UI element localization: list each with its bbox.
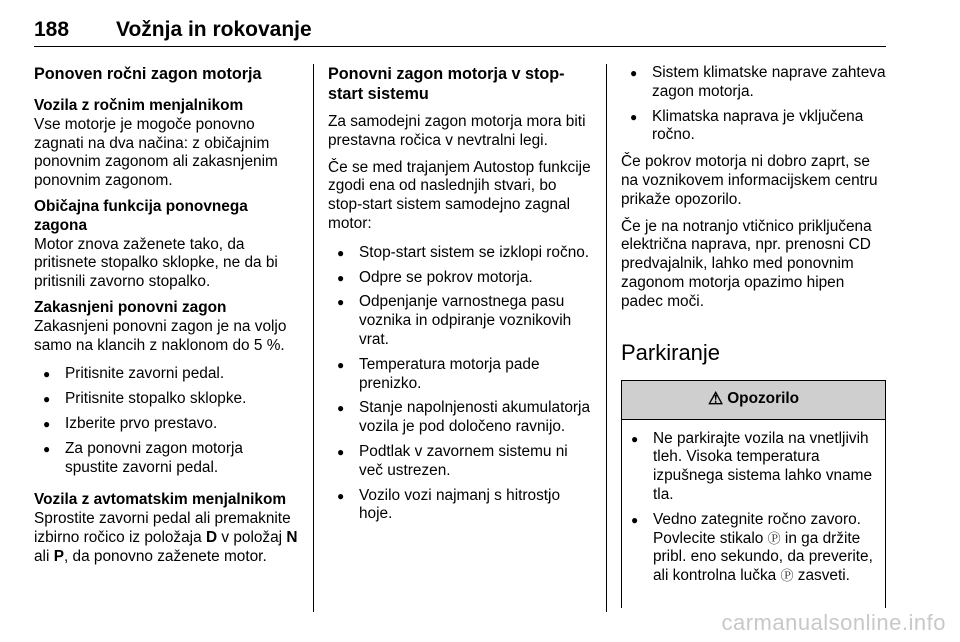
gear-position-d: D — [205, 528, 218, 546]
paragraph: Če je na notranjo vtičnico priključena električna naprava, npr. prenosni CD predvajalnik, lahko med ponovnim zagonom motorja opazimo hipen padec moči. — [621, 217, 872, 310]
warning-triangle-icon: ⚠ — [707, 389, 724, 409]
subsection-title: Običajna funkcija ponovnega zagona — [34, 197, 248, 234]
paragraph: Če pokrov motorja ni dobro zaprt, se na voznikovem informacijskem centru prikaže opozorilo. — [621, 153, 878, 208]
paragraph: Zakasnjeni ponovni zagon je na voljo samo na klancih z naklonom do 5 %. — [34, 317, 287, 354]
list-item: ● Za ponovni zagon motorja spustite zavorni pedal. — [34, 440, 300, 478]
section-heading-parking: Parkiranje — [621, 339, 721, 365]
normal-restart-section — [34, 198, 300, 292]
subsection-title: Vozila z avtomatskim menjalnikom — [34, 491, 287, 509]
list-item: ● Ne parkirajte vozila na vnetljivih tleh. Visoka temperatura izpušnega sistema lahko vname tla. — [628, 430, 879, 505]
list-item: ● Klimatska naprava je vključena ročno. — [621, 108, 886, 146]
list-item — [628, 511, 879, 586]
paragraph: Motor znova zaženete tako, da pritisnete stopalko sklopke, ne da bi pritisnili zavorno stopalko. — [34, 235, 278, 291]
text-run: zasveti. — [793, 567, 850, 585]
list-item: ● Vozilo vozi najmanj s hitrostjo hoje. — [328, 487, 594, 525]
manual-transmission-section — [34, 97, 300, 191]
paragraph — [34, 510, 300, 566]
list-item: ● Stop-start sistem se izklopi ročno. — [328, 244, 594, 263]
warning-header — [622, 380, 885, 420]
warning-body — [622, 420, 885, 586]
list-item: ● Stanje napolnjenosti akumulatorja vozila je pod določeno ravnijo. — [328, 399, 594, 437]
list-item: ● Izberite prvo prestavo. — [34, 415, 300, 434]
list-item: ● Pritisnite zavorni pedal. — [34, 365, 300, 384]
column-1 — [34, 64, 300, 574]
gear-position-p: P — [53, 547, 64, 565]
list-item: ● Podtlak v zavornem sistemu ni več ustrezen. — [328, 443, 594, 481]
restart-conditions-list — [328, 244, 594, 524]
list-item: ● Pritisnite stopalko sklopke. — [34, 390, 300, 409]
section-heading: Ponovni zagon motorja v stop-start sistemu — [328, 65, 565, 103]
column-divider — [313, 64, 314, 612]
text-run: in ga držite pribl. eno sekundo, da preverite, ali kontrolna lučka — [653, 529, 873, 585]
subsection-title: Vozila z ročnim menjalnikom — [34, 97, 244, 114]
list-item: ● Sistem klimatske naprave zahteva zagon motorja. — [621, 64, 886, 102]
list-item: ● Odpre se pokrov motorja. — [328, 269, 594, 288]
text-run: v položaj — [217, 528, 287, 546]
list-item: ● Temperatura motorja pade prenizko. — [328, 356, 594, 394]
restart-conditions-list-continued — [621, 64, 886, 145]
text-run: ali — [34, 547, 54, 565]
column-divider — [606, 64, 607, 612]
text-run: Sprostite zavorni pedal ali premaknite izbirno ročico iz položaja — [34, 510, 291, 546]
column-3 — [621, 64, 886, 608]
page-header — [34, 12, 886, 47]
list-item: ● Odpenjanje varnostnega pasu voznika in odpiranje voznikovih vrat. — [328, 293, 594, 349]
column-2 — [328, 64, 594, 532]
warning-list — [628, 430, 879, 586]
steps-list — [34, 365, 300, 477]
text-run: Vedno zategnite ročno zavoro. Povlecite stikalo — [653, 510, 861, 547]
warning-box — [621, 380, 886, 608]
subsection-title: Zakasnjeni ponovni zagon — [34, 298, 227, 316]
warning-title: Opozorilo — [727, 390, 800, 408]
page-number: 188 — [34, 18, 70, 41]
paragraph: Vse motorje je mogoče ponovno zagnati na dva načina: z običajnim ponovnim zagonom ali zakasnjenim ponovnim zagonom. — [34, 115, 278, 190]
section-heading: Ponoven ročni zagon motorja — [34, 65, 262, 83]
parking-brake-icon: Ⓟ — [780, 568, 794, 584]
text-run: , da ponovno zaženete motor. — [63, 547, 267, 565]
paragraph: Za samodejni zagon motorja mora biti prestavna ročica v nevtralni legi. — [328, 113, 586, 149]
paragraph: Če se med trajanjem Autostop funkcije zgodi ena od naslednjih stvari, bo stop-start sistem samodejno zagnal motor: — [328, 158, 591, 232]
delayed-restart-section — [34, 299, 300, 355]
watermark: carmanualsonline.info — [721, 610, 946, 635]
automatic-transmission-section — [34, 491, 300, 566]
parking-brake-icon: Ⓟ — [767, 530, 781, 546]
page-title: Vožnja in rokovanje — [116, 18, 312, 41]
gear-position-n: N — [286, 528, 298, 546]
